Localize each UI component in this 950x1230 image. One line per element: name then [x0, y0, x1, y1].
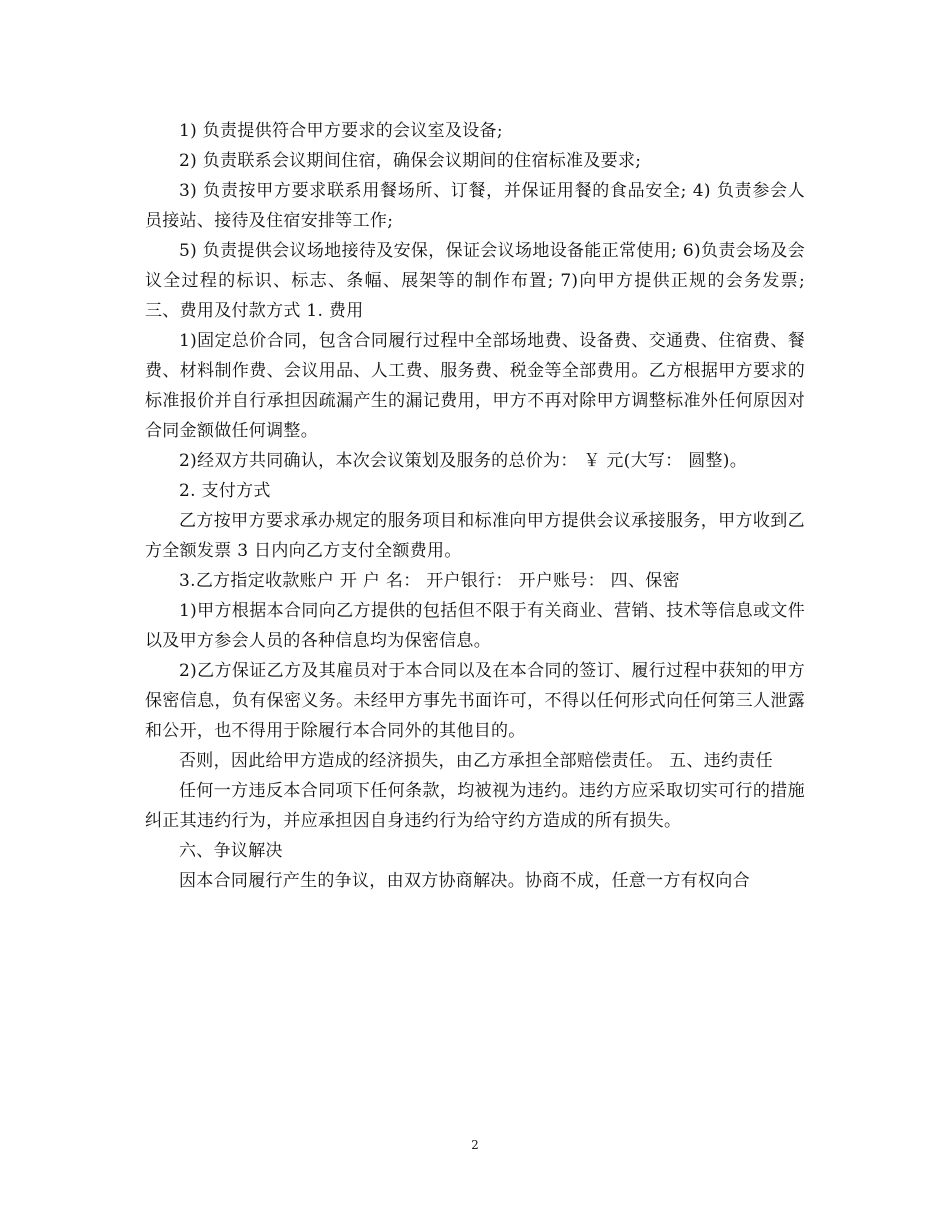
paragraph: 5) 负责提供会议场地接待及安保，保证会议场地设备能正常使用; 6)负责会场及会议全过程的标识、标志、条幅、展架等的制作布置; 7)向甲方提供正规的会务发票; 三、费用及付款方式 1. 费用 [145, 241, 805, 321]
paragraph: 3) 负责按甲方要求联系用餐场所、订餐，并保证用餐的食品安全; 4) 负责参会人员接站、接待及住宿安排等工作; [145, 181, 805, 231]
paragraph: 2)乙方保证乙方及其雇员对于本合同以及在本合同的签订、履行过程中获知的甲方保密信息，负有保密义务。未经甲方事先书面许可，不得以任何形式向任何第三人泄露和公开，也不得用于除履行本合同外的其他目的。 [145, 661, 805, 741]
page-number: 2 [471, 1138, 479, 1152]
paragraph: 2)经双方共同确认，本次会议策划及服务的总价为： ￥ 元(大写： 圆整)。 [179, 451, 748, 471]
paragraph: 1)固定总价合同，包含合同履行过程中全部场地费、设备费、交通费、住宿费、餐费、材料制作费、会议用品、人工费、服务费、税金等全部费用。乙方根据甲方要求的标准报价并自行承担因疏漏产生的漏记费用，甲方不再对除甲方调整标准外任何原因对合同金额做任何调整。 [145, 331, 805, 441]
paragraph: 任何一方违反本合同项下任何条款，均被视为违约。违约方应采取切实可行的措施纠正其违约行为，并应承担因自身违约行为给守约方造成的所有损失。 [145, 781, 805, 831]
section-heading: 2. 支付方式 [179, 481, 271, 501]
paragraph: 3.乙方指定收款账户 开 户 名： 开户银行： 开户账号： 四、保密 [179, 571, 680, 591]
section-heading: 六、争议解决 [179, 841, 283, 861]
paragraph: 1)甲方根据本合同向乙方提供的包括但不限于有关商业、营销、技术等信息或文件以及甲方参会人员的各种信息均为保密信息。 [145, 601, 805, 651]
paragraph: 否则，因此给甲方造成的经济损失，由乙方承担全部赔偿责任。 五、违约责任 [179, 751, 773, 771]
paragraph: 1) 负责提供符合甲方要求的会议室及设备; [179, 121, 503, 141]
paragraph: 乙方按甲方要求承办规定的服务项目和标准向甲方提供会议承接服务，甲方收到乙方全额发票 3 日内向乙方支付全额费用。 [145, 511, 805, 561]
paragraph: 2) 负责联系会议期间住宿，确保会议期间的住宿标准及要求; [179, 151, 642, 171]
paragraph: 因本合同履行产生的争议，由双方协商解决。协商不成，任意一方有权向合 [179, 871, 750, 891]
document-body [145, 116, 805, 896]
